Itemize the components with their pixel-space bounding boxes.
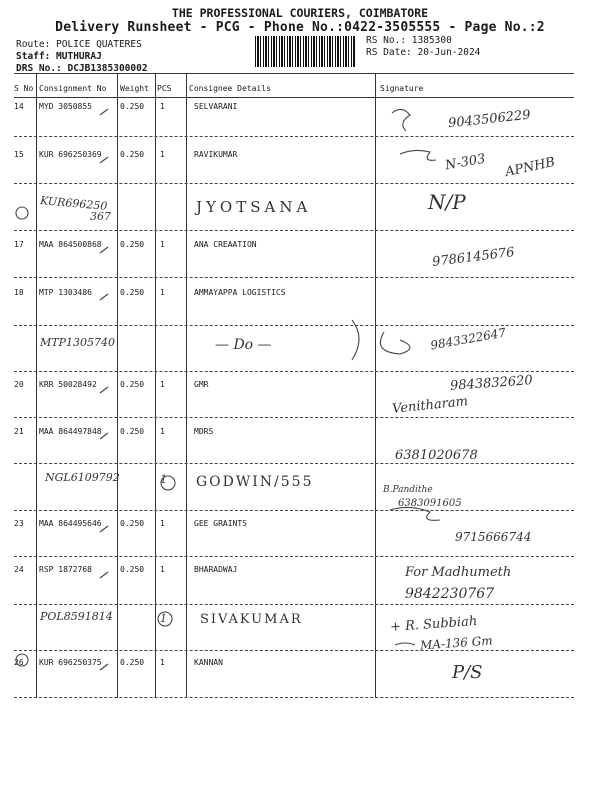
- handwritten-signature: MA-136 Gm: [419, 633, 494, 653]
- consignment-cell: KUR 696250375: [39, 658, 102, 667]
- sno-cell: 24: [14, 565, 24, 574]
- sno-cell: 20: [14, 380, 24, 389]
- route-label: Route: POLICE QUATERES: [16, 39, 142, 50]
- handwritten-signature: Venitharam: [391, 394, 469, 417]
- sno-cell: 18: [14, 288, 24, 297]
- consignee-cell: KANNAN: [194, 658, 223, 667]
- handwritten-consignee: — Do —: [215, 337, 272, 353]
- pcs-cell: 1: [160, 150, 165, 159]
- consignee-cell: GEE GRAINTS: [194, 519, 247, 528]
- weight-cell: 0.250: [120, 427, 145, 436]
- handwritten-consignment: 367: [90, 210, 111, 223]
- consignment-cell: RSP 1872768: [39, 565, 92, 574]
- handwritten-signature: N-303: [444, 151, 487, 174]
- consignment-cell: MTP 1303486: [39, 288, 92, 297]
- consignment-cell: KUR 696250369: [39, 150, 102, 159]
- handwritten-pcs: 1: [160, 473, 167, 486]
- sno-cell: 14: [14, 102, 24, 111]
- pcs-cell: 1: [160, 519, 165, 528]
- rs-date: RS Date: 20-Jun-2024: [366, 47, 481, 58]
- pcs-cell: 1: [160, 380, 165, 389]
- weight-cell: 0.250: [120, 240, 145, 249]
- consignment-cell: KRR 50028492: [39, 380, 97, 389]
- pcs-cell: 1: [160, 240, 165, 249]
- handwritten-signature: + R. Subbiah: [389, 613, 478, 636]
- pcs-cell: 1: [160, 565, 165, 574]
- handwritten-consignment: NGL6109792: [45, 471, 120, 484]
- weight-cell: 0.250: [120, 380, 145, 389]
- handwritten-consignment: MTP1305740: [40, 336, 115, 349]
- weight-cell: 0.250: [120, 519, 145, 528]
- consignee-cell: ANA CREAATION: [194, 240, 257, 249]
- handwritten-signature: N/P: [428, 190, 466, 214]
- handwritten-signature: 9715666744: [455, 530, 532, 544]
- consignment-cell: MAA 864497848: [39, 427, 102, 436]
- weight-cell: 0.250: [120, 150, 145, 159]
- handwritten-signature: P/S: [452, 662, 483, 683]
- col-sno: S No: [14, 84, 34, 93]
- handwritten-pcs: 1: [160, 612, 167, 625]
- handwritten-signature: For Madhumeth: [405, 565, 512, 580]
- handwritten-signature: 9842230767: [405, 586, 495, 602]
- consignee-cell: SELVARANI: [194, 102, 238, 111]
- consignee-cell: RAVIKUMAR: [194, 150, 238, 159]
- runsheet-title: Delivery Runsheet - PCG - Phone No.:0422-3505555 - Page No.:2: [55, 20, 545, 35]
- sno-cell: 17: [14, 240, 24, 249]
- consignee-cell: MDRS: [194, 427, 214, 436]
- staff-label: Staff: MUTHURAJ: [16, 51, 102, 62]
- handwritten-consignee: SIVAKUMAR: [200, 612, 303, 627]
- handwritten-consignee: GODWIN/555: [196, 474, 314, 490]
- col-weight: Weight: [120, 84, 149, 93]
- consignment-cell: MYD 3050855: [39, 102, 92, 111]
- handwritten-consignment: POL8591814: [40, 610, 113, 623]
- sno-cell: 26: [14, 658, 24, 667]
- weight-cell: 0.250: [120, 565, 145, 574]
- col-consignment: Consignment No: [39, 84, 107, 93]
- sno-cell: 21: [14, 427, 24, 436]
- handwritten-signature: APNHB: [503, 154, 557, 181]
- sno-cell: 23: [14, 519, 24, 528]
- pcs-cell: 1: [160, 102, 165, 111]
- weight-cell: 0.250: [120, 658, 145, 667]
- consignment-cell: MAA 864500868: [39, 240, 102, 249]
- consignee-cell: BHARADWAJ: [194, 565, 238, 574]
- col-pcs: PCS: [157, 84, 172, 93]
- col-consignee: Consignee Details: [189, 84, 271, 93]
- handwritten-signature: 9843322647: [429, 325, 507, 353]
- weight-cell: 0.250: [120, 288, 145, 297]
- handwritten-signature: 9786145676: [431, 245, 516, 270]
- drs-number: DRS No.: DCJB1385300002: [16, 63, 148, 74]
- handwritten-signature: 6383091605: [398, 498, 462, 509]
- handwritten-consignment: KUR696250: [39, 194, 108, 213]
- handwritten-signature: B.Pandithe: [383, 485, 433, 495]
- consignment-cell: MAA 864495646: [39, 519, 102, 528]
- rs-number: RS No.: 1385300: [366, 35, 452, 46]
- pcs-cell: 1: [160, 427, 165, 436]
- company-name: THE PROFESSIONAL COURIERS, COIMBATORE: [171, 6, 429, 20]
- sno-cell: 15: [14, 150, 24, 159]
- handwritten-signature: 9843832620: [449, 373, 534, 394]
- weight-cell: 0.250: [120, 102, 145, 111]
- handwritten-consignee: JYOTSANA: [196, 198, 312, 216]
- col-signature: Signature: [380, 84, 424, 93]
- consignee-cell: GMR: [194, 380, 209, 389]
- pcs-cell: 1: [160, 658, 165, 667]
- handwritten-signature: 9043506229: [447, 107, 532, 132]
- pcs-cell: 1: [160, 288, 165, 297]
- consignee-cell: AMMAYAPPA LOGISTICS: [194, 288, 286, 297]
- handwritten-signature: 6381020678: [395, 448, 478, 463]
